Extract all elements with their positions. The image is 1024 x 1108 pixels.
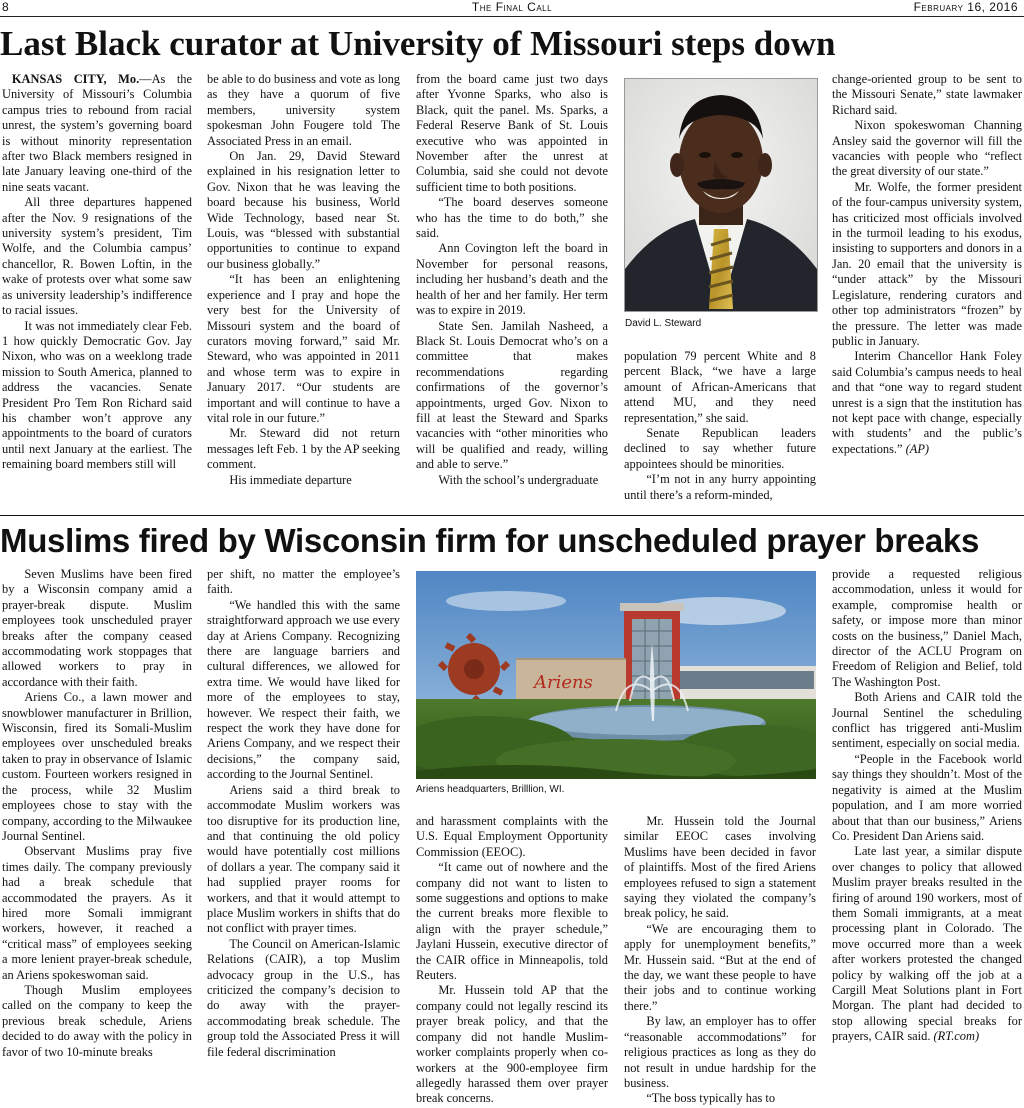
story1-column-3: from the board came just two days after Yvonne Sparks, who also is Black, quit the panel. Ms. Sparks, a Federal Reserve Bank of St. Louis executive who was appointed in November after the unrest at Columbia, said she could not devote sufficient time to both positions. “The board deserves someone who has the time to do both,” she said. Ann Covington left the board in November for personal reasons, including her husband’s death and the health of her and her family. Her term was to expire in 2019. State Sen. Jamilah Nasheed, a Black St. Louis Democrat who’s on a committee that makes recommendations regarding confirmations of the governor’s appointments, urged Gov. Nixon to fill at least the Steward and Sparks vacancies with “other minorities who will be qualified and ready, willing and able to serve.” With the school’s undergraduate — [416, 72, 608, 487]
story1-dateline: KANSAS CITY, Mo. — [11, 72, 140, 86]
story1-credit: (AP) — [905, 441, 930, 456]
story2-column-3: and harassment complaints with the U.S. Equal Employment Opportunity Commission (EEOC). “It came out of nowhere and the company did not want to listen to some suggestions and options to make the current breaks more flexible to align with the prayer schedule,” Jaylani Hussein, executive director of the CAIR office in Minneapolis, told Reuters. Mr. Hussein told AP that the company could not legally rescind its prayer break policy, and that the company did not handle Muslim-worker complaints properly when co-workers at the 900-employee firm allegedly harassed them over prayer break concerns. — [416, 814, 608, 1106]
story2-column-1: Seven Muslims have been fired by a Wisconsin company amid a prayer-break dispute. Muslim employees took unscheduled prayer breaks after the company ceased accommodating work stoppages that allowed workers to pray in accordance with their faith. Ariens Co., a lawn mower and snowblower manufacturer in Brillion, Wisconsin, fired its Somali-Muslim employees over unscheduled breaks taken to pray in observance of Islamic custom. Fourteen workers resigned in the process, while 32 Muslim employees chose to stay with the company, according to the Milwaukee Journal Sentinel. Observant Muslims pray five times daily. The company previously had a break schedule that accommodated the prayers. As it hired more Somali immigrant workers, however, it reached a “critical mass” of employees seeking a more lenient prayer-break schedule, an Ariens spokeswoman said. Though Muslim employees called on the company to keep the previous break schedule, Ariens decided to do away with the policy in favor of two 10-minute breaks — [2, 567, 192, 1059]
page-number: 8 — [2, 0, 9, 14]
masthead-rule — [0, 16, 1024, 17]
story1-column-1: KANSAS CITY, Mo.—As the University of Missouri’s Columbia campus tries to rebound from racial unrest, the system’s governing board is without minority representation after two Black members resigned in late January leaving one-third of the nine seats vacant. All three departures happened after the Nov. 9 resignations of the university system’s president, Tim Wolfe, and the Columbia campus’ chancellor, R. Bowen Loftin, in the wake of protests over what some saw as university leadership’s indifference to racial issues. It was not immediately clear Feb. 1 how quickly Democratic Gov. Jay Nixon, who was on a weeklong trade mission to South America, planned to address the vacancies. Senate President Pro Tem Ron Richard said his chamber won’t approve any appointments to the board of curators until next January at the earliest. The remaining board members still will — [2, 72, 192, 472]
story-divider — [0, 515, 1024, 516]
ariens-headquarters-photo — [416, 571, 816, 779]
issue-date: February 16, 2016 — [913, 0, 1018, 14]
story1-column-2: be able to do business and vote as long as they have a quorum of five members, university system spokesman John Fougere told The Associated Press in an email. On Jan. 29, David Steward explained in his resignation letter to Gov. Nixon that he was leaving the board because his business, World Wide Technology, based near St. Louis, was “blessed with substantial opportunities to continue to expand our business globally.” “It has been an enlightening experience and I pray and hope the very best for the University of Missouri system and the board of curators moving forward,” said Mr. Steward, who was appointed in 2011 and whose term was to expire in January 2017. “Our students are important and will continue to have a vital role in our future.” Mr. Steward did not return messages left Feb. 1 by the AP seeking comment. His immediate departure — [207, 72, 400, 487]
story1-column-5: change-oriented group to be sent to the Missouri Senate,” state lawmaker Richard said. Nixon spokeswoman Channing Ansley said the governor will fill the vacancies with people who “reflect the great diversity of our state.” Mr. Wolfe, the former president of the four-campus university system, has criticized most officials involved in the turmoil leading to his exodus, insisting to supporters and donors in a Jan. 20 email that the university is “under attack” by the Missouri Legislature, rendering curators and other top administrators “frozen” by the pressure. The letter was made public in January. Interim Chancellor Hank Foley said Columbia’s campus needs to heal and that “one way to regard student unrest is a sign that the institution has not kept pace with change, especially with students’ and the public’s expectations.” (AP) — [832, 72, 1022, 456]
story2-column-4: Mr. Hussein told the Journal similar EEOC cases involving Muslims have been decided in favor of plaintiffs. Most of the fired Ariens employees refused to sign a statement saying they violated the company’s break policy, he said. “We are encouraging them to apply for unemployment benefits,” Mr. Hussein said. “But at the end of the day, we want these people to have their jobs and to continue working there.” By law, an employer has to offer “reasonable accommodations” for religious practices as long as they do not result in undue hardship for the business. “The boss typically has to — [624, 814, 816, 1106]
publication-name: The Final Call — [471, 0, 553, 14]
story1-photo-caption: David L. Steward — [625, 318, 702, 329]
david-steward-photo — [624, 78, 818, 312]
story2-headline: Muslims fired by Wisconsin firm for unscheduled prayer breaks — [0, 522, 980, 559]
story1-headline: Last Black curator at University of Missouri steps down — [0, 24, 836, 63]
masthead — [0, 0, 1024, 16]
story2-column-5: provide a requested religious accommodation, unless it would for example, compromise health or safety, or impose more than minor costs on the business,” Daniel Mach, director of the ACLU Program on Freedom of Religion and Belief, told The Washington Post. Both Ariens and CAIR told the Journal Sentinel the scheduling conflict has triggered anti-Muslim sentiment, especially on social media. “People in the Facebook world say things they shouldn’t. Most of the negativity is aimed at the Muslim population, and I am more worried about that than our business,” Ariens Co. President Dan Ariens said. Late last year, a similar dispute over changes to policy that allowed Muslim prayer breaks resulted in the firing of around 190 workers, most of them Somali immigrants, at a meat processing plant in Colorado. The move occurred more than a week after workers protested the changed policy by walking off the job at a Cargill Meat Solutions plant in Fort Morgan. The plant had decided to stop allowing special breaks for prayers, CAIR said. (RT.com) — [832, 567, 1022, 1044]
story2-column-2: per shift, no matter the employee’s faith. “We handled this with the same straightforward approach we use every day at Ariens Company. Recognizing there are language barriers and cultural differences, we allowed for extra time. We would have liked for more of the employees to stay, however. We respect their faith, we respect the work they have done for Ariens Company, and we respect their decisions,” the company said, according to the Journal Sentinel. Ariens said a third break to accommodate Muslim workers was too disruptive for its production line, and that continuing the old policy would have potentially cost millions of dollars a year. The company said it had supplied prayer rooms for workers, and that it would attempt to place Muslim workers in shifts that do not conflict with prayer times. The Council on American-Islamic Relations (CAIR), a top Muslim advocacy group in the U.S., has criticized the company’s decision to do away with the prayer-accommodating break schedule. The group told the Associated Press it will file federal discrimination — [207, 567, 400, 1059]
ariens-sign-text: Ariens — [534, 672, 593, 693]
story2-photo-caption: Ariens headquarters, Brilllion, WI. — [416, 784, 565, 795]
story2-credit: (RT.com) — [933, 1029, 980, 1044]
story1-column-4: population 79 percent White and 8 percent Black, “we have a large amount of African-Americans that attend MU, and they need representation,” she said. Senate Republican leaders declined to say whether future appointees should be minorities. “I’m not in any hurry appointing until there’s a reform-minded, — [624, 349, 816, 502]
